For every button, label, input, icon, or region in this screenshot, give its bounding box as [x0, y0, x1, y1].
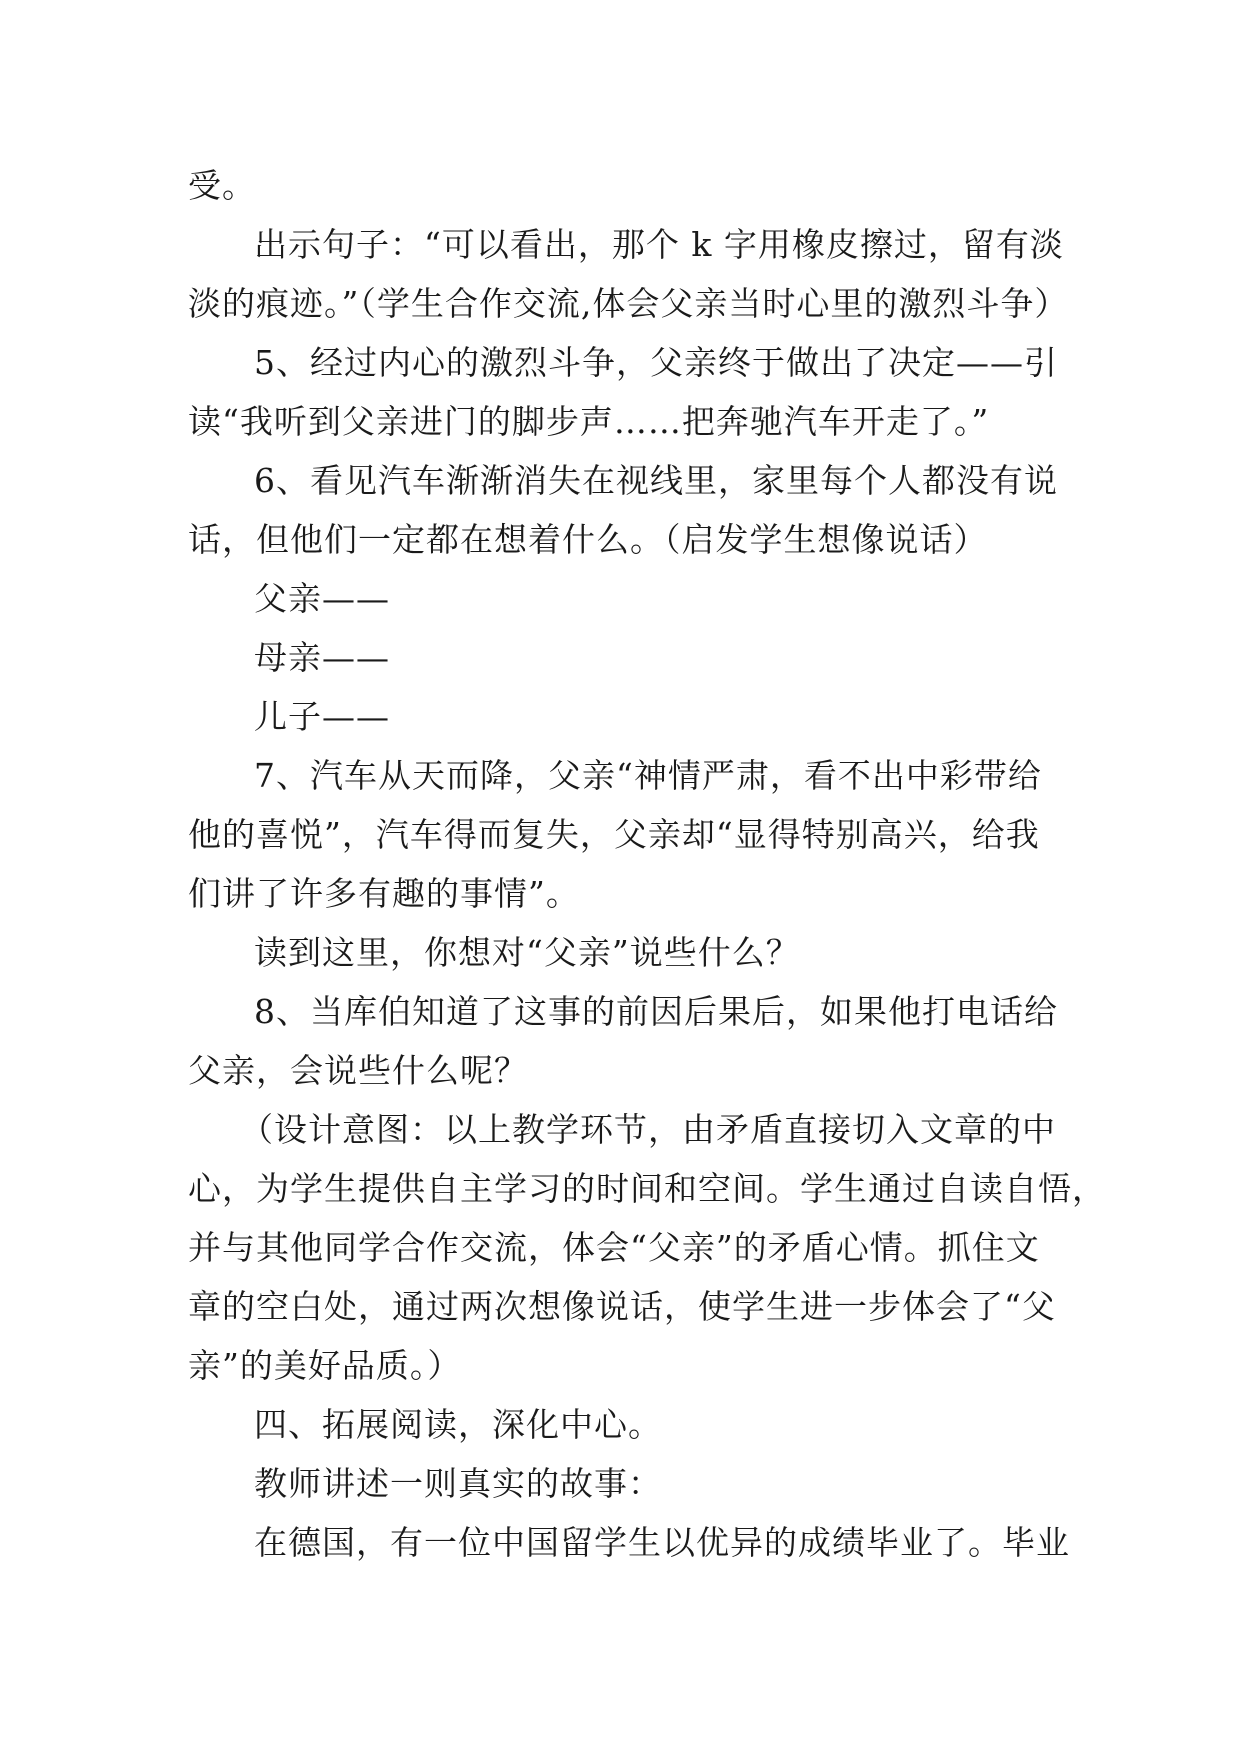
text-line: 7、汽车从天而降，父亲“神情严肃，看不出中彩带给 [254, 756, 1042, 795]
text-line: 心，为学生提供自主学习的时间和空间。学生通过自读自悟， [188, 1169, 1106, 1208]
text-line: 他的喜悦”，汽车得而复失，父亲却“显得特别高兴，给我 [188, 815, 1040, 854]
text-line: 教师讲述一则真实的故事： [254, 1464, 662, 1503]
text-line: 母亲—— [254, 638, 390, 677]
text-line: 读“我听到父亲进门的脚步声……把奔驰汽车开走了。” [188, 402, 990, 441]
text-line: 出示句子：“可以看出，那个 k 字用橡皮擦过，留有淡 [254, 225, 1064, 264]
text-line: 四、拓展阅读，深化中心。 [254, 1405, 662, 1444]
text-line: 们讲了许多有趣的事情”。 [188, 874, 580, 913]
text-line: 在德国，有一位中国留学生以优异的成绩毕业了。毕业 [254, 1523, 1070, 1562]
text-line: 话，但他们一定都在想着什么。（启发学生想像说话） [188, 520, 988, 559]
text-line: （设计意图：以上教学环节，由矛盾直接切入文章的中 [240, 1110, 1056, 1149]
text-line: 受。 [188, 166, 256, 205]
text-line: 亲”的美好品质。） [188, 1346, 462, 1385]
text-line: 淡的痕迹。”（学生合作交流,体会父亲当时心里的激烈斗争） [188, 284, 1069, 323]
body-text [188, 156, 1106, 1572]
text-line: 父亲，会说些什么呢？ [188, 1051, 528, 1090]
text-line: 儿子—— [254, 697, 390, 736]
text-line: 读到这里，你想对“父亲”说些什么？ [254, 933, 800, 972]
text-line: 8、当库伯知道了这事的前因后果后，如果他打电话给 [254, 992, 1058, 1031]
text-line: 并与其他同学合作交流，体会“父亲”的矛盾心情。抓住文 [188, 1228, 1040, 1267]
text-line: 5、经过内心的激烈斗争，父亲终于做出了决定——引 [254, 343, 1058, 382]
text-line: 6、看见汽车渐渐消失在视线里，家里每个人都没有说 [254, 461, 1058, 500]
text-line: 父亲—— [254, 579, 390, 618]
text-line: 章的空白处，通过两次想像说话，使学生进一步体会了“父 [188, 1287, 1056, 1326]
